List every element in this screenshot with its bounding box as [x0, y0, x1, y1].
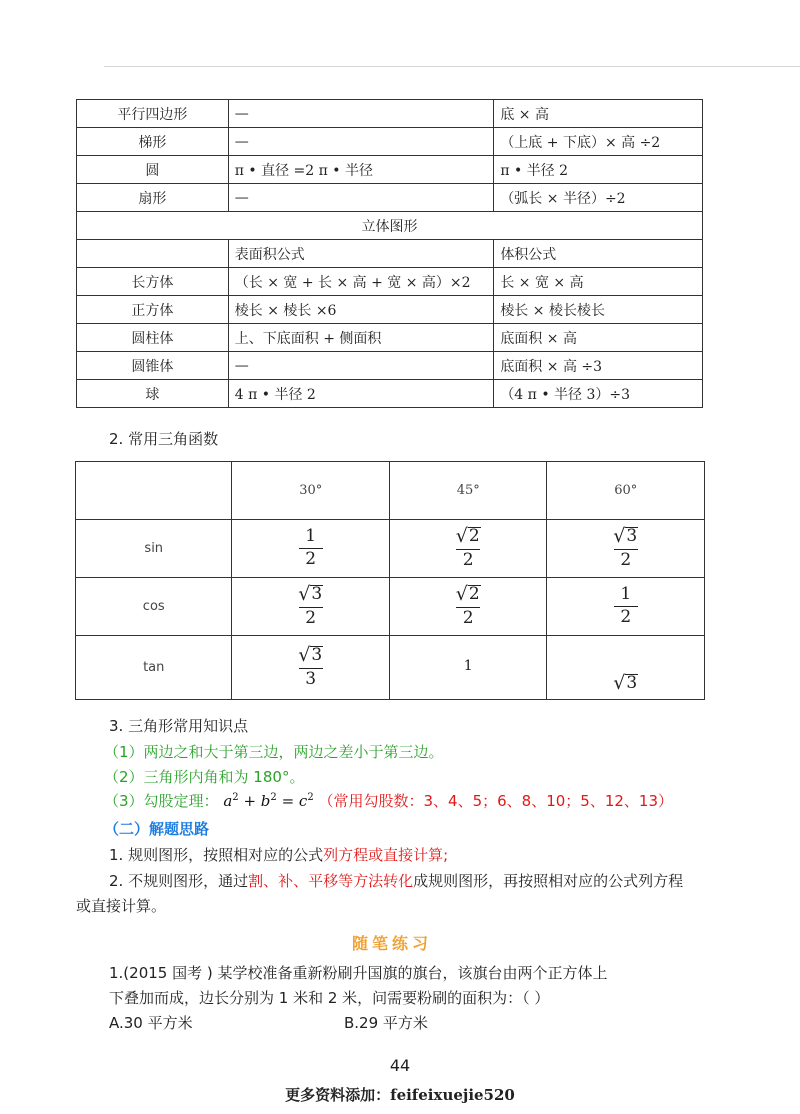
shape-cell: 梯形	[77, 128, 229, 156]
table-row	[77, 100, 703, 128]
surface-cell: —	[228, 352, 494, 380]
option-b: B.29 平方米	[344, 1014, 428, 1032]
point-3	[104, 790, 673, 811]
angle-header: 60°	[547, 462, 705, 520]
volume-cell: 棱长 × 棱长棱长	[494, 296, 703, 324]
option-a: A.30 平方米	[109, 1014, 193, 1032]
formula-cell: —	[228, 128, 494, 156]
angle-header: 30°	[232, 462, 390, 520]
formula-table	[76, 99, 703, 408]
shape-cell: 圆柱体	[77, 324, 229, 352]
trig-value: $\frac{1}{2}$	[547, 578, 705, 636]
pythagoras-formula: $a^2 + b^2 = c^2$	[223, 792, 314, 810]
sqrt-3: √ 3	[298, 583, 323, 606]
section-3-title: 3. 三角形常用知识点	[109, 717, 249, 735]
section-2-title: 2. 常用三角函数	[109, 430, 219, 448]
point-1: （1）两边之和大于第三边，两边之差小于第三边。	[104, 743, 444, 761]
angle-header: 45°	[389, 462, 547, 520]
empty-cell	[77, 240, 229, 268]
trig-value: √ 3 3	[232, 636, 390, 700]
shape-cell: 平行四边形	[77, 100, 229, 128]
formula-cell: 底 × 高	[494, 100, 703, 128]
trig-value: √ 2 2	[389, 578, 547, 636]
empty-cell	[76, 462, 232, 520]
table-row	[77, 240, 703, 268]
function-label: sin	[76, 520, 232, 578]
footer-contact: 更多资料添加：feifeixuejie520	[285, 1086, 515, 1104]
approach-2: 2. 不规则图形，通过割、补、平移等方法转化成规则图形，再按照相对应的公式列方程	[109, 872, 684, 890]
trig-value: 1	[389, 636, 547, 700]
approach-2-continued: 或直接计算。	[76, 897, 167, 915]
shape-cell: 长方体	[77, 268, 229, 296]
shape-cell: 正方体	[77, 296, 229, 324]
header-rule	[104, 66, 800, 67]
table-row	[77, 128, 703, 156]
shape-cell: 扇形	[77, 184, 229, 212]
point-3-prefix: （3）勾股定理：	[104, 792, 219, 810]
sqrt-2: √ 2	[455, 583, 480, 606]
table-row	[77, 352, 703, 380]
table-row	[77, 184, 703, 212]
formula-cell: —	[228, 100, 494, 128]
shape-cell: 圆锥体	[77, 352, 229, 380]
trig-value: √ 3 2	[547, 520, 705, 578]
trig-table	[75, 461, 705, 700]
approach-title: （二）解题思路	[104, 820, 210, 838]
volume-cell: （4 π • 半径 3）÷3	[494, 380, 703, 408]
approach-1: 1. 规则图形，按照相对应的公式列方程或直接计算;	[109, 846, 449, 864]
volume-cell: 底面积 × 高	[494, 324, 703, 352]
formula-cell: （上底 + 下底）× 高 ÷2	[494, 128, 703, 156]
solid-section-header: 立体图形	[77, 212, 703, 240]
function-label: cos	[76, 578, 232, 636]
point-2: （2）三角形内角和为 180°。	[104, 768, 305, 786]
trig-value	[547, 636, 705, 700]
page-number: 44	[389, 1056, 411, 1075]
trig-value: √ 2 2	[389, 520, 547, 578]
volume-header: 体积公式	[494, 240, 703, 268]
table-row	[76, 578, 705, 636]
table-row	[76, 520, 705, 578]
table-row	[77, 268, 703, 296]
table-row	[77, 296, 703, 324]
surface-cell: 棱长 × 棱长 ×6	[228, 296, 494, 324]
table-row	[76, 462, 705, 520]
pythagorean-triples-note: （常用勾股数：3、4、5；6、8、10；5、12、13）	[318, 792, 674, 810]
shape-cell: 球	[77, 380, 229, 408]
volume-cell: 底面积 × 高 ÷3	[494, 352, 703, 380]
table-row	[77, 380, 703, 408]
surface-cell: 上、下底面积 + 侧面积	[228, 324, 494, 352]
sqrt-3: √ 3	[613, 672, 638, 694]
surface-cell: 4 π • 半径 2	[228, 380, 494, 408]
surface-cell: （长 × 宽 + 长 × 高 + 宽 × 高）×2	[228, 268, 494, 296]
numerator: 1	[305, 526, 317, 547]
table-row	[76, 636, 705, 700]
question-line-1: 1.(2015 国考 ) 某学校准备重新粉刷升国旗的旗台，该旗台由两个正方体上	[109, 964, 608, 982]
function-label: tan	[76, 636, 232, 700]
formula-cell: π • 半径 2	[494, 156, 703, 184]
surface-header: 表面积公式	[228, 240, 494, 268]
sqrt-3: √ 3	[298, 644, 323, 667]
formula-cell: π • 直径 =2 π • 半径	[228, 156, 494, 184]
table-row	[77, 324, 703, 352]
trig-value	[232, 520, 390, 578]
volume-cell: 长 × 宽 × 高	[494, 268, 703, 296]
formula-cell: —	[228, 184, 494, 212]
sqrt-2: √ 2	[455, 525, 480, 548]
sqrt-3: √ 3	[613, 525, 638, 548]
table-row	[77, 212, 703, 240]
formula-cell: （弧长 × 半径）÷2	[494, 184, 703, 212]
denominator: 2	[305, 549, 317, 569]
table-row	[77, 156, 703, 184]
practice-title: 随笔练习	[352, 934, 433, 953]
shape-cell: 圆	[77, 156, 229, 184]
question-line-2: 下叠加而成，边长分别为 1 米和 2 米，问需要粉刷的面积为：（ ）	[109, 989, 550, 1007]
trig-value: √ 3 2	[232, 578, 390, 636]
